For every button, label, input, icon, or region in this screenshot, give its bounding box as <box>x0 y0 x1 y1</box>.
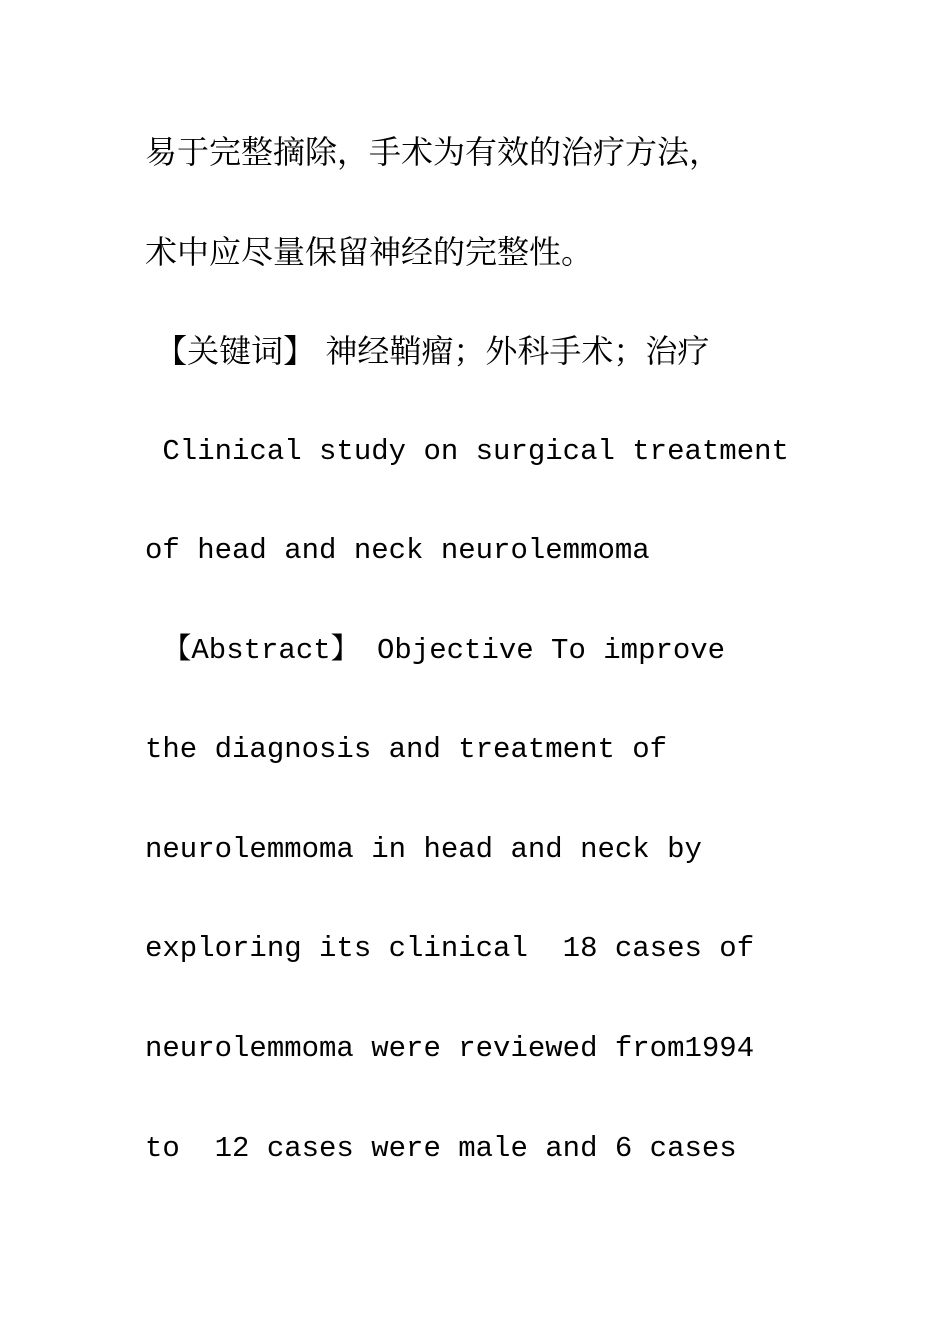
abstract-line: neurolemmoma were reviewed from1994 <box>145 1032 755 1065</box>
abstract-line: the diagnosis and treatment of <box>145 733 668 766</box>
abstract-line: to 12 cases were male and 6 cases <box>145 1132 737 1165</box>
abstract-line: exploring its clinical 18 cases of <box>145 932 755 965</box>
english-title-line: Clinical study on surgical treatment <box>145 435 789 468</box>
abstract-line: 【Abstract】 Objective To improve <box>145 634 726 667</box>
text-line: 易于完整摘除，手术为有效的治疗方法， <box>145 133 722 171</box>
abstract-line: neurolemmoma in head and neck by <box>145 833 702 866</box>
english-title-line: of head and neck neurolemmoma <box>145 534 650 567</box>
keywords-line: 【关键词】 神经鞘瘤；外科手术；治疗 <box>145 332 710 370</box>
text-line: 术中应尽量保留神经的完整性。 <box>145 233 594 271</box>
